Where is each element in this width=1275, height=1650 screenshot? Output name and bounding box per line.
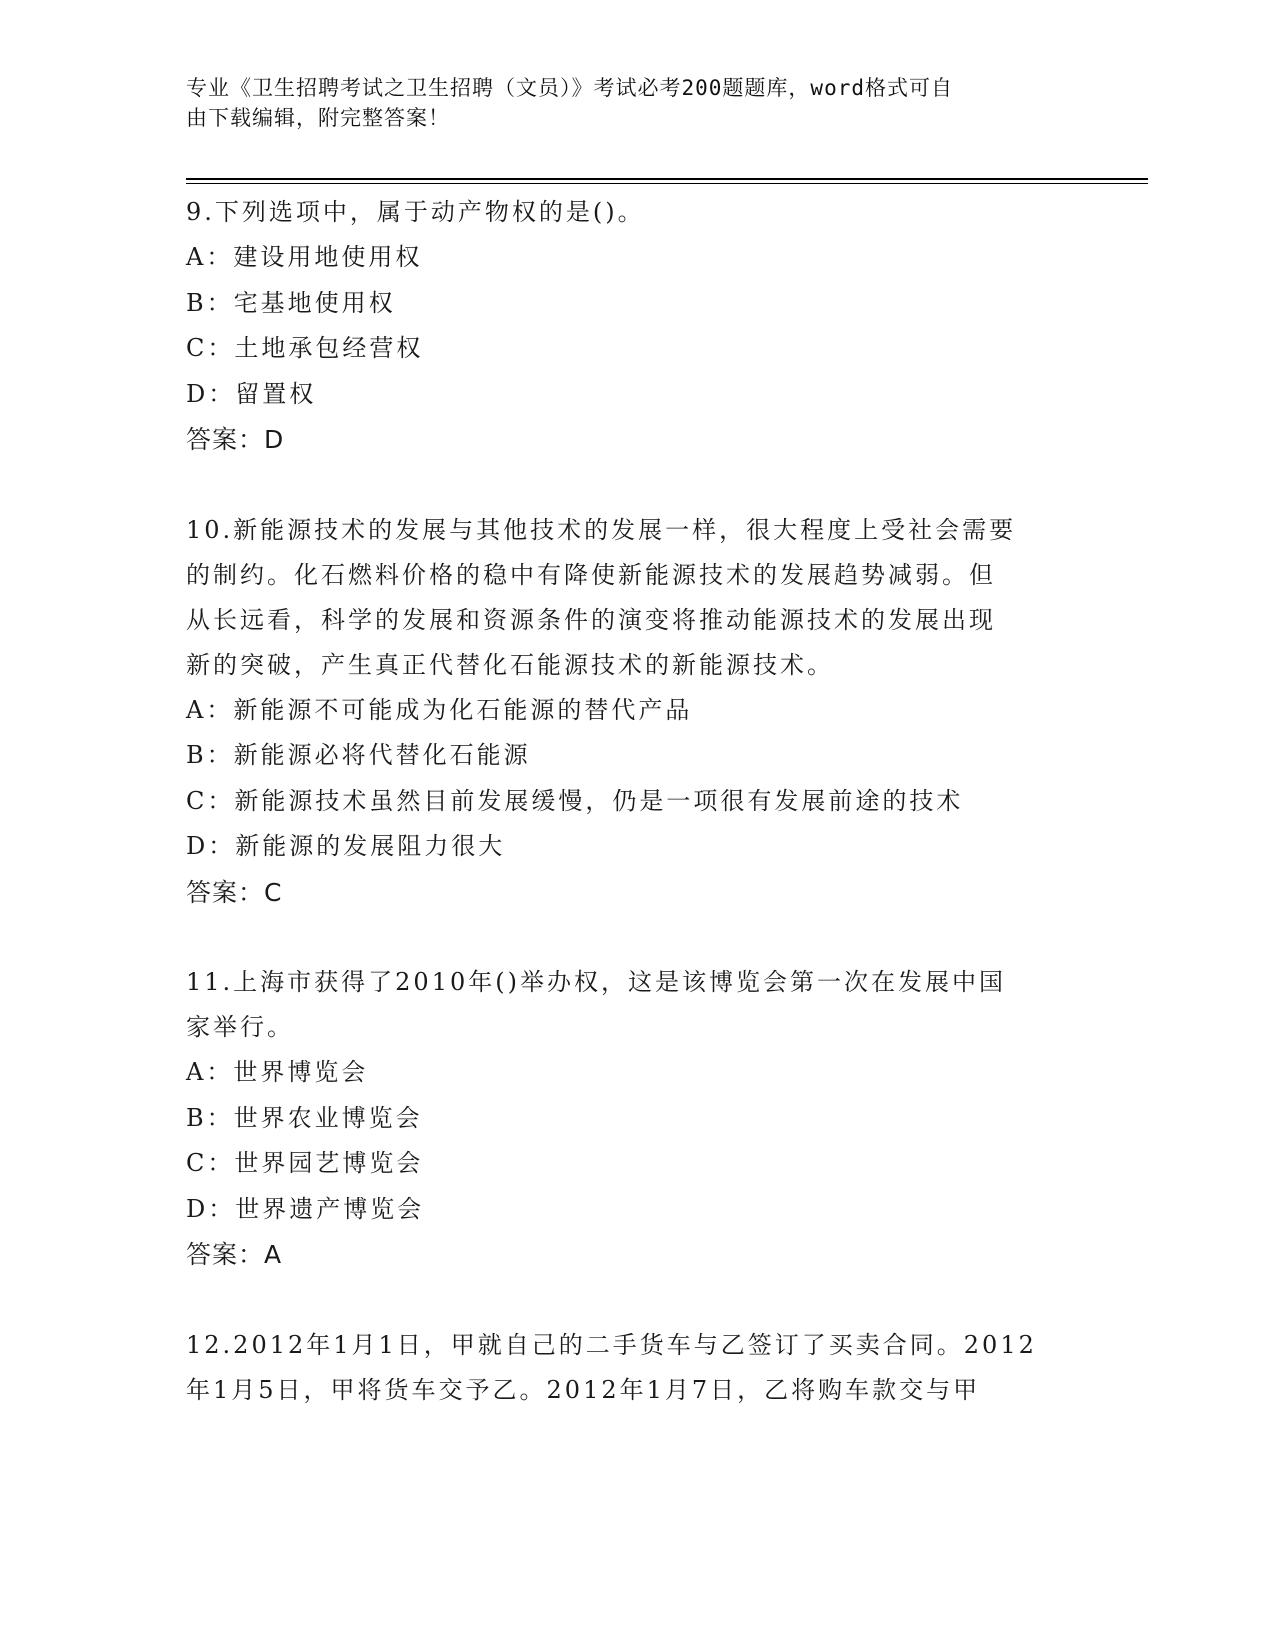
stem-line: 9.下列选项中，属于动产物权的是()。 (186, 198, 645, 226)
header-line-1: 专业《卫生招聘考试之卫生招聘（文员）》考试必考200题题库，word格式可自 (186, 76, 953, 100)
question-stem (186, 190, 1086, 235)
question-11 (186, 960, 1086, 1278)
question-12 (186, 1323, 1086, 1413)
header-line-2: 由下载编辑，附完整答案！ (186, 106, 450, 130)
stem-line: 12.2012年1月1日，甲就自己的二手货车与乙签订了买卖合同。2012 (186, 1330, 1037, 1359)
stem-line: 家举行。 (186, 1013, 294, 1041)
question-9 (186, 190, 1086, 463)
option-a: A：新能源不可能成为化石能源的替代产品 (186, 695, 693, 724)
answer-label: 答案：C (186, 877, 283, 907)
option-b: B：新能源必将代替化石能源 (186, 741, 531, 769)
option-b: B：宅基地使用权 (186, 288, 396, 317)
stem-line: 11.上海市获得了2010年()举办权，这是该博览会第一次在发展中国 (186, 968, 1006, 996)
question-10 (186, 508, 1086, 916)
question-stem (186, 1323, 1086, 1413)
option-d: D：世界遗产博览会 (186, 1194, 425, 1223)
header-divider-thin (186, 183, 1148, 184)
document-header (186, 73, 1076, 133)
header-divider-thick (186, 178, 1148, 180)
answer-label: 答案：D (186, 425, 285, 454)
option-a: A：建设用地使用权 (186, 243, 423, 271)
option-c: C：世界园艺博览会 (186, 1149, 424, 1177)
option-a: A：世界博览会 (186, 1058, 369, 1086)
stem-line: 从长远看，科学的发展和资源条件的演变将推动能源技术的发展出现 (186, 605, 996, 634)
stem-line: 10.新能源技术的发展与其他技术的发展一样，很大程度上受社会需要 (186, 515, 1017, 544)
stem-line: 的制约。化石燃料价格的稳中有降使新能源技术的发展趋势减弱。但 (186, 560, 996, 589)
stem-line: 新的突破，产生真正代替化石能源技术的新能源技术。 (186, 650, 834, 679)
option-b: B：世界农业博览会 (186, 1103, 423, 1132)
question-stem (186, 960, 1086, 1050)
stem-line: 年1月5日，甲将货车交予乙。2012年1月7日，乙将购车款交与甲 (186, 1375, 981, 1404)
answer-label: 答案：A (186, 1240, 283, 1269)
option-c: C：新能源技术虽然目前发展缓慢，仍是一项很有发展前途的技术 (186, 786, 964, 815)
option-c: C：土地承包经营权 (186, 334, 424, 362)
question-stem (186, 508, 1086, 688)
question-list (186, 190, 1086, 1458)
option-d: D：留置权 (186, 379, 317, 408)
option-d: D：新能源的发展阻力很大 (186, 832, 506, 860)
